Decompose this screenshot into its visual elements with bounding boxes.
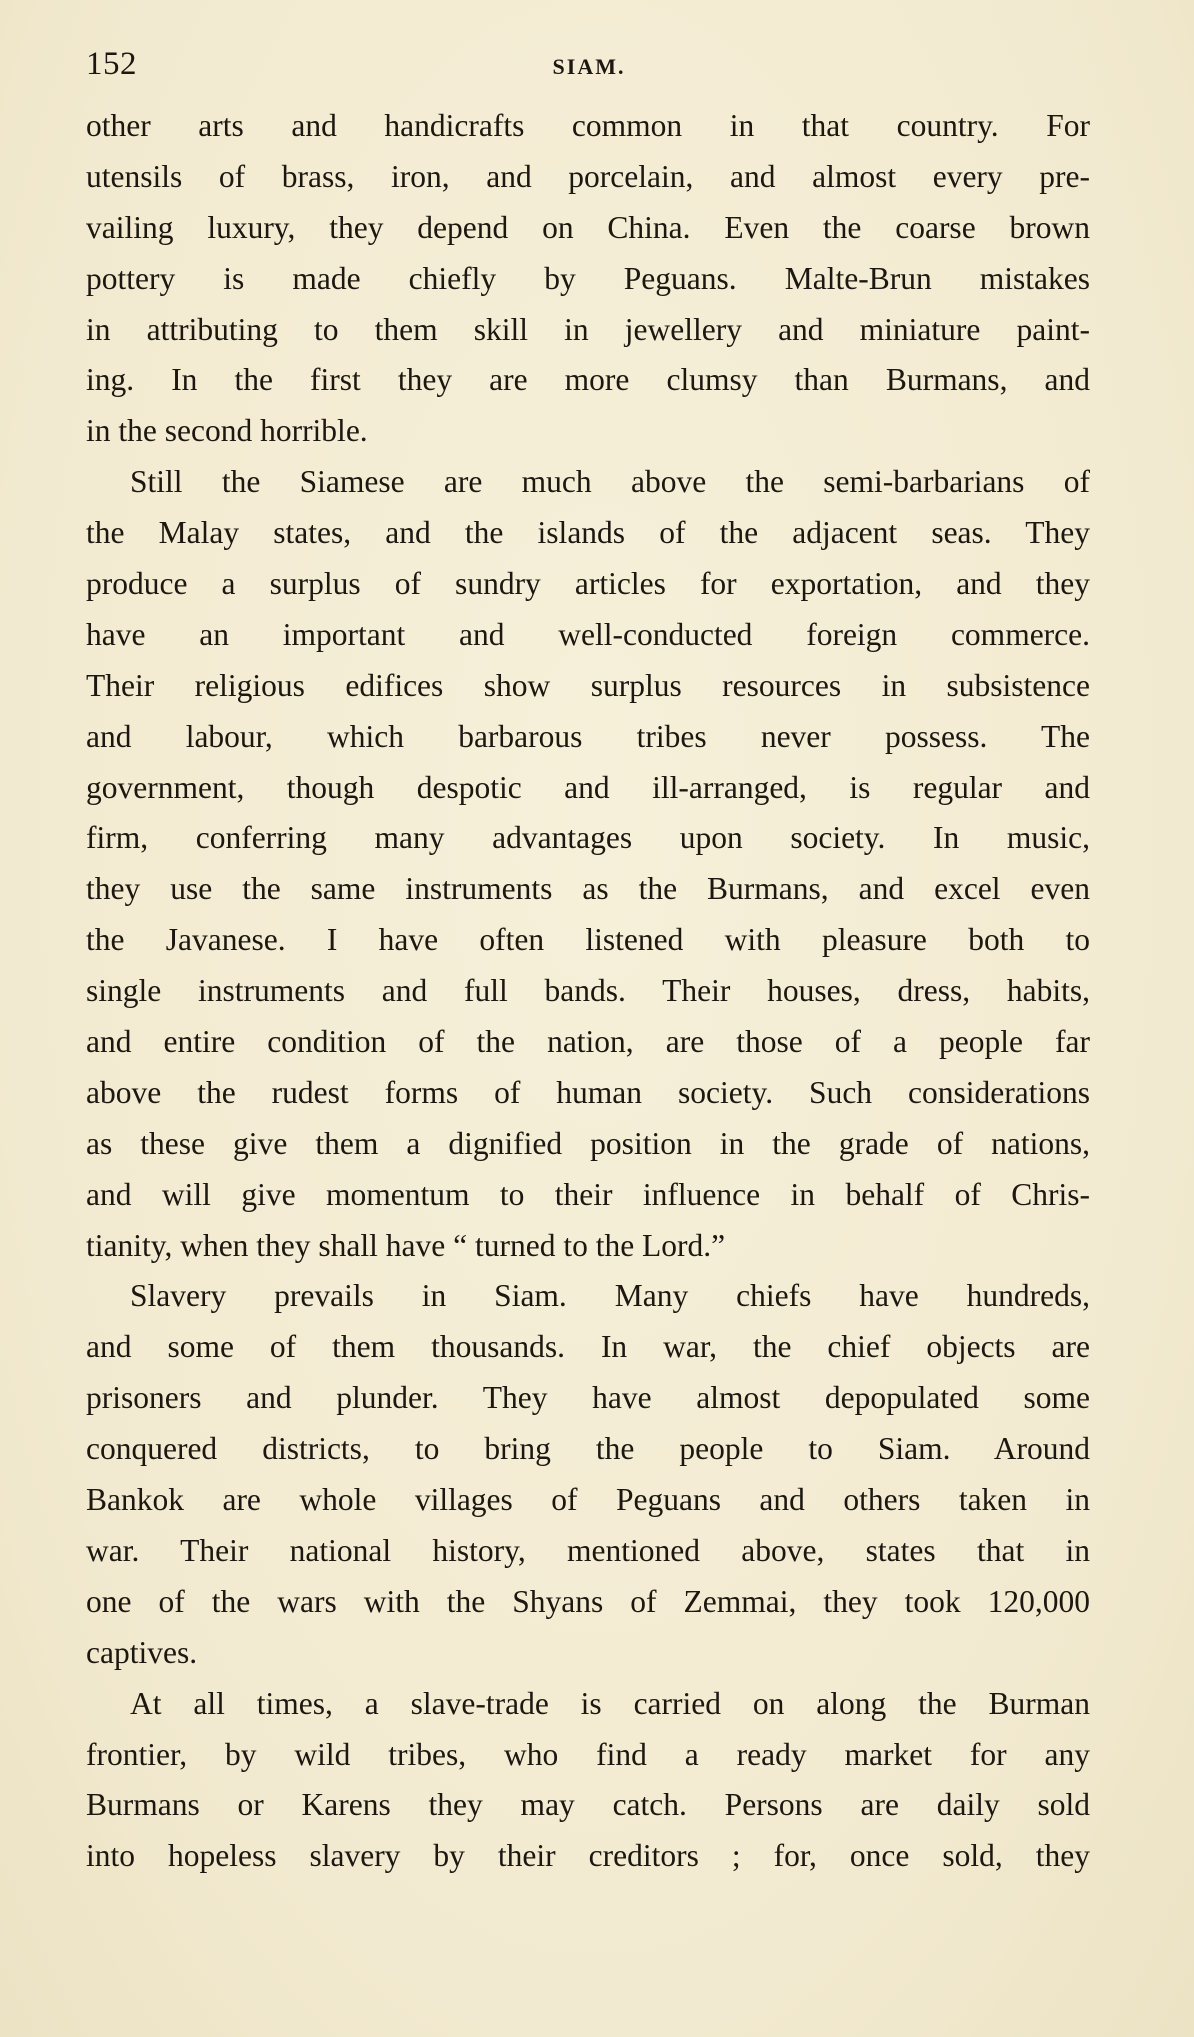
text-line: utensils of brass, iron, and porcelain, and almost every pre- bbox=[86, 158, 1090, 194]
text-line: pottery is made chiefly by Peguans. Malte-Brun mistakes bbox=[86, 260, 1090, 296]
text-line: Bankok are whole villages of Peguans and others taken in bbox=[86, 1482, 1090, 1518]
text-line: one of the wars with the Shyans of Zemmai, they took 120,000 bbox=[86, 1583, 1090, 1619]
paragraph-start-line: Still the Siamese are much above the semi-barbarians of bbox=[130, 464, 1090, 500]
text-line: conquered districts, to bring the people to Siam. Around bbox=[86, 1431, 1090, 1467]
text-line: and will give momentum to their influence in behalf of Chris- bbox=[86, 1176, 1090, 1212]
text-line: Burmans or Karens they may catch. Persons are daily sold bbox=[86, 1787, 1090, 1823]
text-line: frontier, by wild tribes, who find a ready market for any bbox=[86, 1736, 1090, 1772]
paragraph-start-line: Slavery prevails in Siam. Many chiefs have hundreds, bbox=[130, 1278, 1090, 1314]
text-line: the Malay states, and the islands of the adjacent seas. They bbox=[86, 515, 1090, 551]
text-line: prisoners and plunder. They have almost depopulated some bbox=[86, 1380, 1090, 1416]
running-title: SIAM. bbox=[552, 54, 626, 79]
running-head bbox=[86, 46, 1092, 92]
text-line: the Javanese. I have often listened with pleasure both to bbox=[86, 922, 1090, 958]
text-line: and some of them thousands. In war, the chief objects are bbox=[86, 1329, 1090, 1365]
text-line: have an important and well-conducted foreign commerce. bbox=[86, 616, 1090, 652]
text-line: war. Their national history, mentioned above, states that in bbox=[86, 1532, 1090, 1568]
page-number: 152 bbox=[86, 46, 137, 82]
text-line: produce a surplus of sundry articles for exportation, and they bbox=[86, 566, 1090, 602]
text-line: captives. bbox=[86, 1634, 198, 1670]
text-line: government, though despotic and ill-arranged, is regular and bbox=[86, 769, 1090, 805]
text-line: single instruments and full bands. Their houses, dress, habits, bbox=[86, 973, 1090, 1009]
text-line: in the second horrible. bbox=[86, 413, 368, 449]
text-line: and labour, which barbarous tribes never possess. The bbox=[86, 718, 1090, 754]
text-line: vailing luxury, they depend on China. Even the coarse brown bbox=[86, 209, 1090, 245]
text-line: tianity, when they shall have “ turned to the Lord.” bbox=[86, 1227, 726, 1263]
text-line: firm, conferring many advantages upon society. In music, bbox=[86, 820, 1090, 856]
body-text bbox=[86, 101, 1090, 1882]
text-line: in attributing to them skill in jewellery and miniature paint- bbox=[86, 311, 1090, 347]
text-line: they use the same instruments as the Burmans, and excel even bbox=[86, 871, 1090, 907]
text-line: into hopeless slavery by their creditors ; for, once sold, they bbox=[86, 1838, 1090, 1874]
text-line: other arts and handicrafts common in that country. For bbox=[86, 108, 1090, 143]
paragraph-start-line: At all times, a slave-trade is carried on along the Burman bbox=[130, 1685, 1090, 1721]
text-line: above the rudest forms of human society. Such considerations bbox=[86, 1074, 1090, 1110]
text-line: as these give them a dignified position in the grade of nations, bbox=[86, 1125, 1090, 1161]
text-line: and entire condition of the nation, are those of a people far bbox=[86, 1024, 1090, 1060]
text-line: Their religious edifices show surplus resources in subsistence bbox=[86, 667, 1090, 703]
text-line: ing. In the first they are more clumsy than Burmans, and bbox=[86, 362, 1090, 398]
